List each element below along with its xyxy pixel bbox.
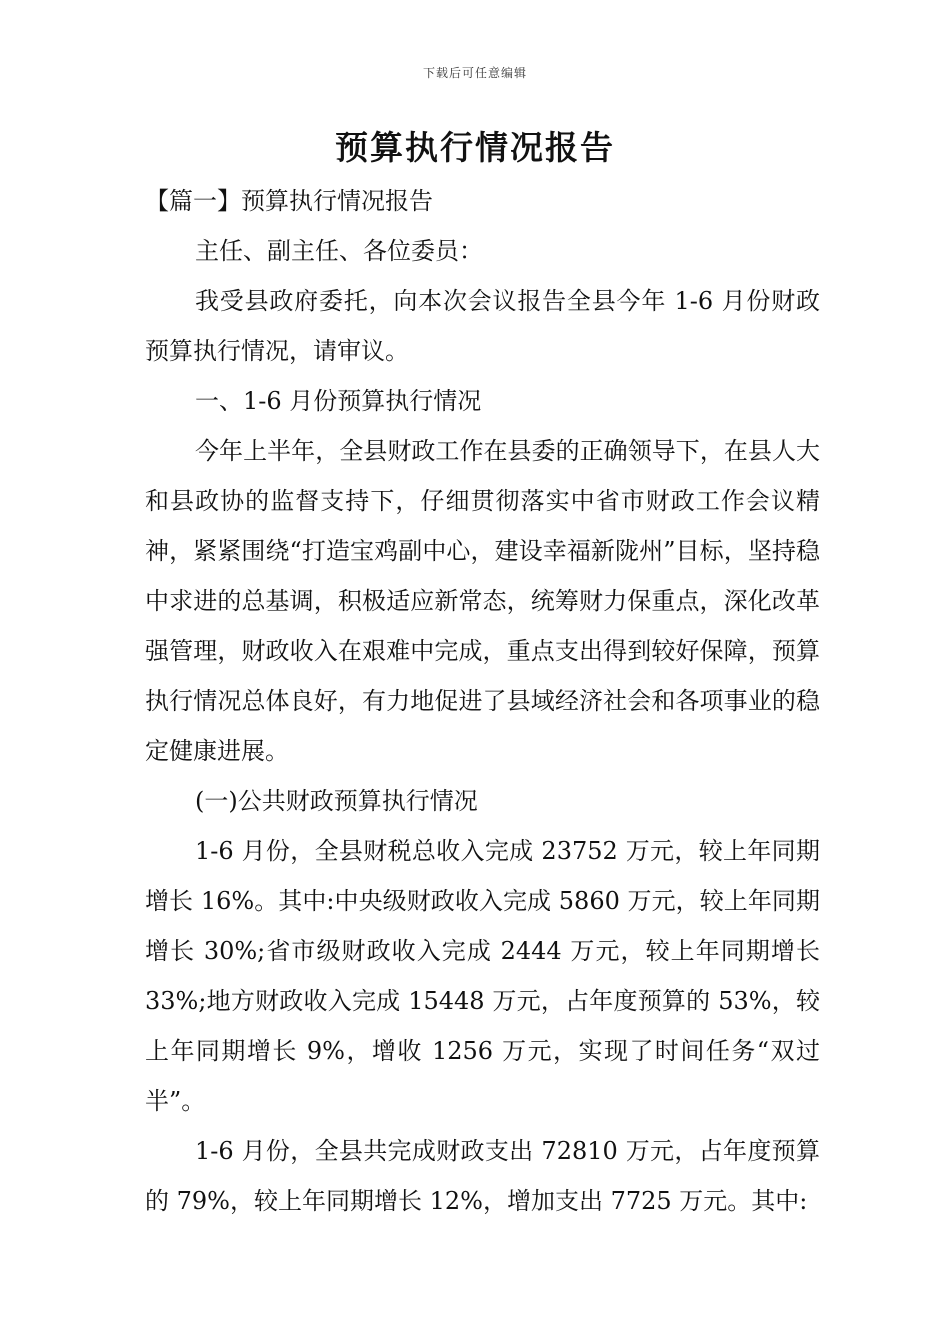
section-heading: 【篇一】预算执行情况报告 (145, 187, 433, 215)
header-note: 下载后可任意编辑 (422, 66, 527, 80)
subheading-2: (一)公共财政预算执行情况 (195, 787, 478, 815)
salutation: 主任、副主任、各位委员： (195, 237, 483, 265)
overview-paragraph: 今年上半年，全县财政工作在县委的正确领导下，在县人大和县政协的监督支持下，仔细贯彻落实中省市财政工作会议精神，紧紧围绕“打造宝鸡副中心，建设幸福新陇州”目标，坚持稳中求进的总基调，积极适应新常态，统筹财力保重点，深化改革强管理，财政收入在艰难中完成，重点支出得到较好保障，预算执行情况总体良好，有力地促进了县域经济社会和各项事业的稳定健康进展。 (145, 437, 820, 765)
intro-paragraph: 我受县政府委托，向本次会议报告全县今年 1-6 月份财政预算执行情况，请审议。 (145, 287, 820, 365)
expenditure-paragraph: 1-6 月份，全县共完成财政支出 72810 万元，占年度预算的 79%，较上年同期增长 12%，增加支出 7725 万元。其中: (145, 1137, 820, 1215)
document-body (145, 176, 820, 1226)
document-title: 预算执行情况报告 (335, 128, 615, 167)
revenue-paragraph: 1-6 月份，全县财税总收入完成 23752 万元，较上年同期增长 16%。其中:中央级财政收入完成 5860 万元，较上年同期增长 30%;省市级财政收入完成 2444 万元，较上年同期增长 33%;地方财政收入完成 15448 万元，占年度预算的 53%，较上年同期增长 9%，增收 1256 万元，实现了时间任务“双过半”。 (145, 837, 820, 1115)
subheading-1: 一、1-6 月份预算执行情况 (195, 387, 482, 415)
